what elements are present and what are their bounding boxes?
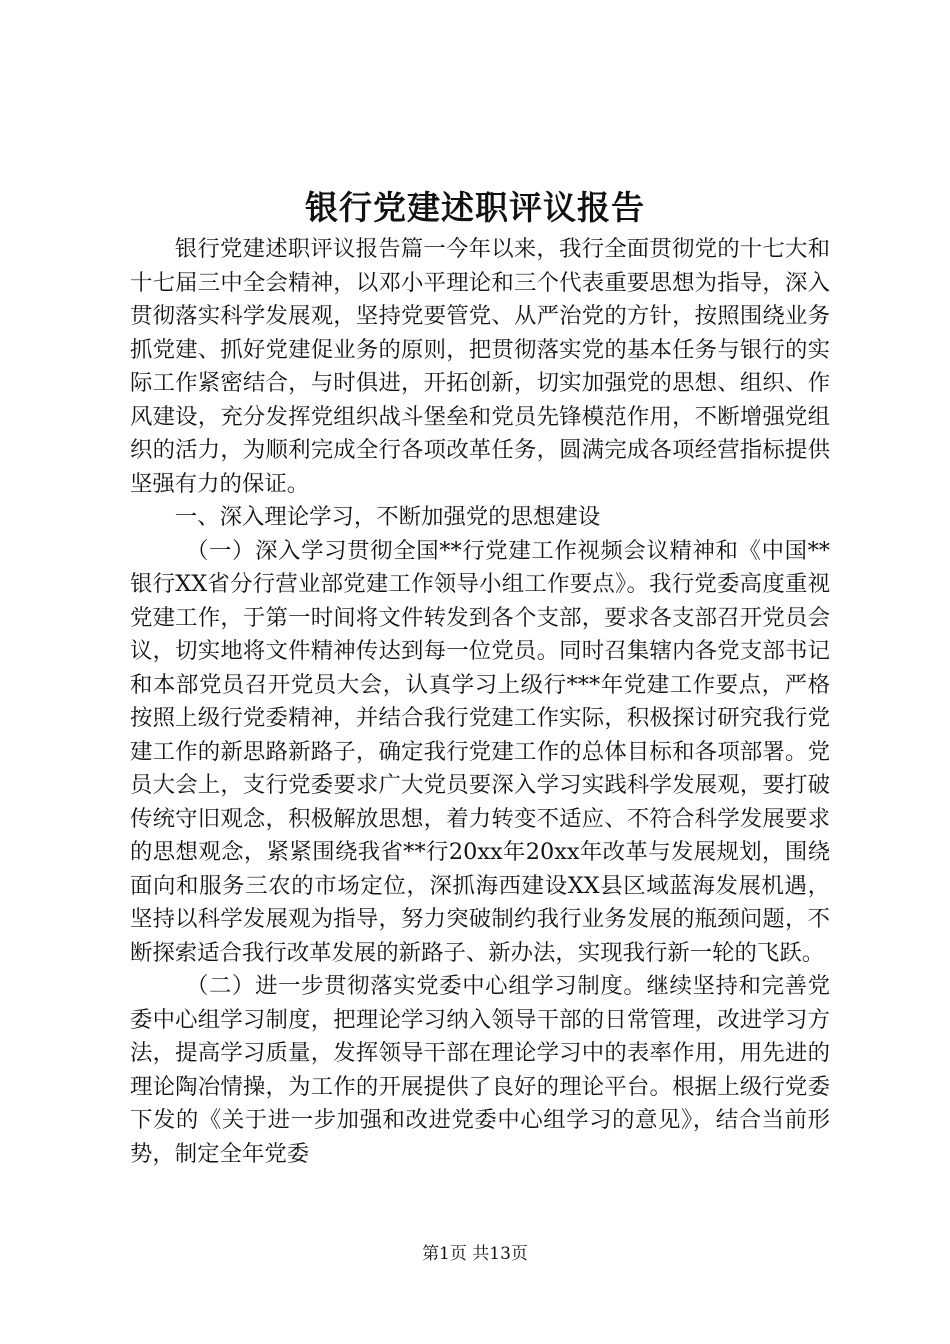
section-heading-1: 一、深入理论学习，不断加强党的思想建设 <box>174 504 601 530</box>
page-number-footer: 第1页 共13页 <box>422 1244 528 1264</box>
subsection-paragraph-1: （一）深入学习贯彻全国**行党建工作视频会议精神和《中国**银行XX省分行营业部党建工作领导小组工作要点》。我行党委高度重视党建工作，于第一时间将文件转发到各个支部，要求各支部召开党员会议，切实地将文件精神传达到每一位党员。同时召集辖内各党支部书记和本部党员召开党员大会，认真学习上级行***年党建工作要点，严格按照上级行党委精神，并结合我行党建工作实际，积极探讨研究我行党建工作的新思路新路子，确定我行党建工作的总体目标和各项部署。党员大会上，支行党委要求广大党员要深入学习实践科学发展观，要打破传统守旧观念，积极解放思想，着力转变不适应、不符合科学发展要求的思想观念，紧紧围绕我省**行20xx年20xx年改革与发展规划，围绕面向和服务三农的市场定位，深抓海西建设XX县区域蓝海发展机遇，坚持以科学发展观为指导，努力突破制约我行业务发展的瓶颈问题，不断探索适合我行改革发展的新路子、新办法，实现我行新一轮的飞跃。 <box>130 537 830 966</box>
document-body <box>130 233 830 1171</box>
subsection-paragraph-2: （二）进一步贯彻落实党委中心组学习制度。继续坚持和完善党委中心组学习制度，把理论学习纳入领导干部的日常管理，改进学习方法，提高学习质量，发挥领导干部在理论学习中的表率作用，用先进的理论陶冶情操，为工作的开展提供了良好的理论平台。根据上级行党委下发的《关于进一步加强和改进党委中心组学习的意见》，结合当前形势，制定全年党委 <box>130 973 830 1167</box>
intro-paragraph: 银行党建述职评议报告篇一今年以来，我行全面贯彻党的十七大和十七届三中全会精神，以邓小平理论和三个代表重要思想为指导，深入贯彻落实科学发展观，坚持党要管党、从严治党的方针，按照围绕业务抓党建、抓好党建促业务的原则，把贯彻落实党的基本任务与银行的实际工作紧密结合，与时俱进，开拓创新，切实加强党的思想、组织、作风建设，充分发挥党组织战斗堡垒和党员先锋模范作用，不断增强党组织的活力，为顺利完成全行各项改革任务，圆满完成各项经营指标提供坚强有力的保证。 <box>130 236 830 497</box>
document-title: 银行党建述职评议报告 <box>305 188 645 227</box>
